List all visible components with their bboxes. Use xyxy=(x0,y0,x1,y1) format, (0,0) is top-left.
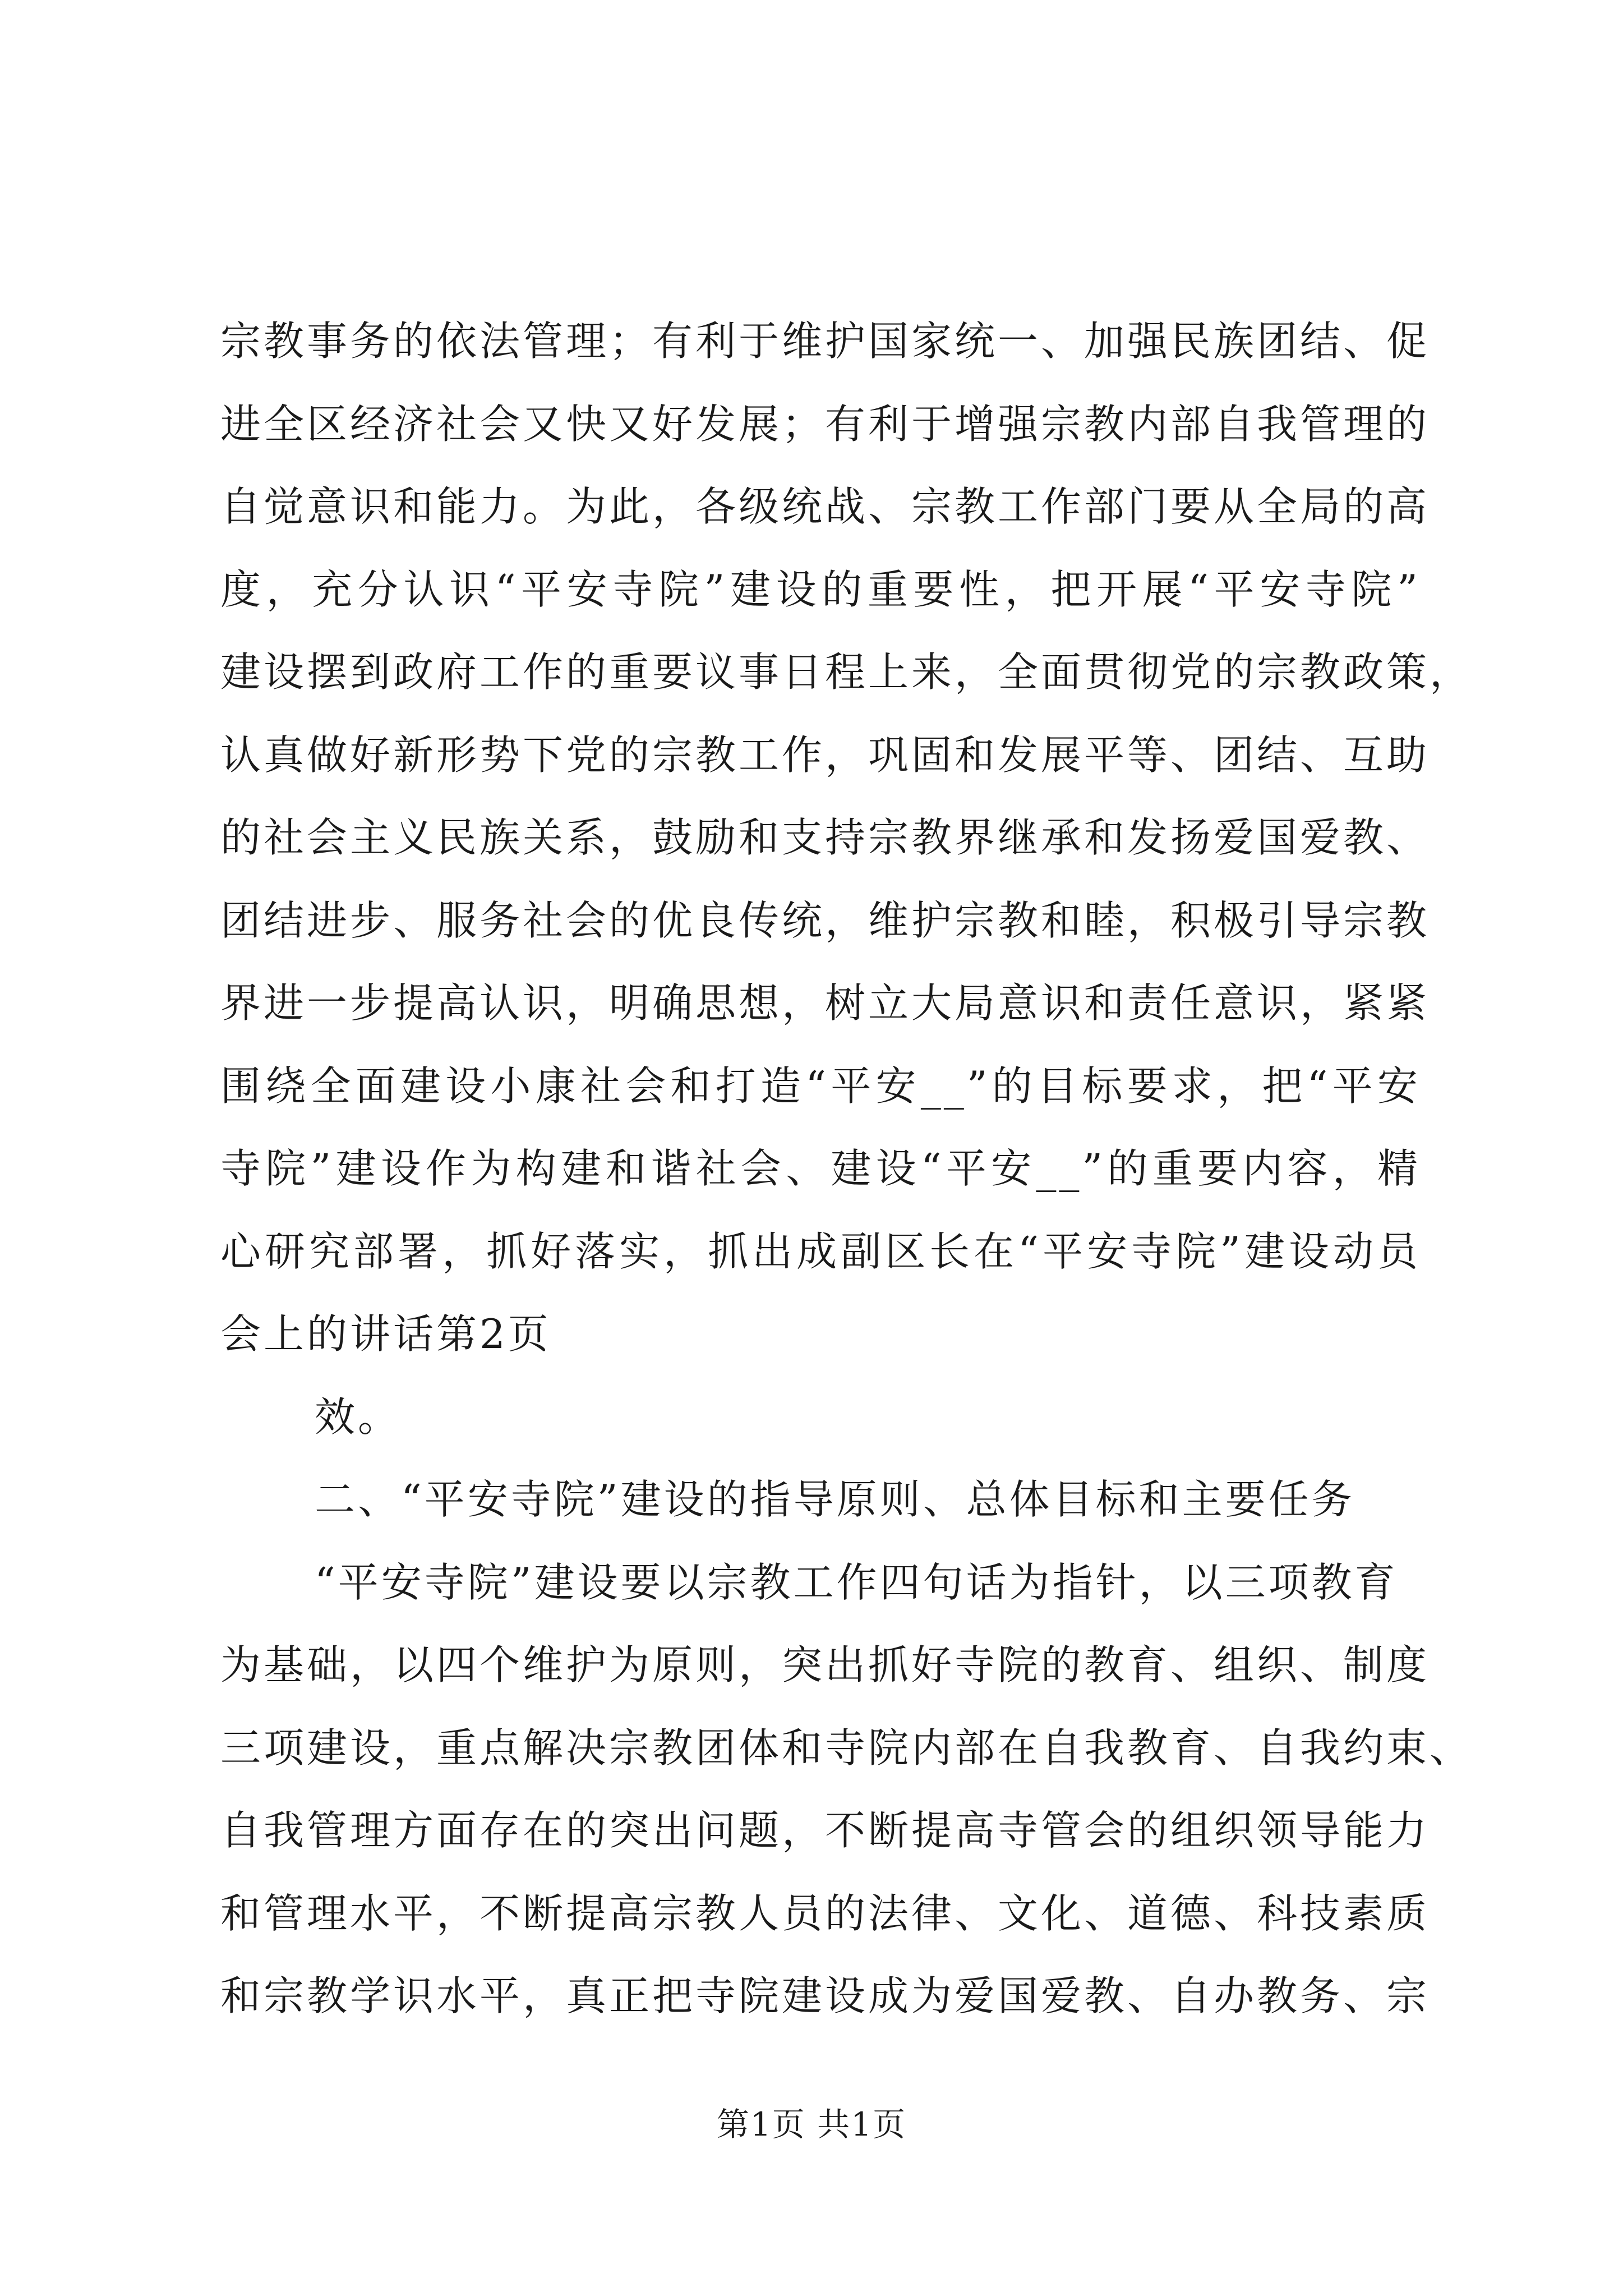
body-line: 界进一步提高认识，明确思想，树立大局意识和责任意识，紧紧 xyxy=(220,979,1430,1027)
body-line: 围绕全面建设小康社会和打造“平安__”的目标要求，把“平安 xyxy=(220,1062,1421,1110)
body-line: 建设摆到政府工作的重要议事日程上来，全面贯彻党的宗教政策， xyxy=(220,648,1473,696)
body-line: 团结进步、服务社会的优良传统，维护宗教和睦，积极引导宗教 xyxy=(220,896,1430,944)
body-line: 心研究部署，抓好落实，抓出成副区长在“平安寺院”建设动员 xyxy=(220,1227,1421,1275)
body-line: 寺院”建设作为构建和谐社会、建设“平安__”的重要内容，精 xyxy=(220,1145,1421,1192)
body-line: 度，充分认识“平安寺院”建设的重要性，把开展“平安寺院” xyxy=(220,565,1421,613)
section-heading: 二、“平安寺院”建设的指导原则、总体目标和主要任务 xyxy=(315,1476,1355,1523)
body-line: 自觉意识和能力。为此，各级统战、宗教工作部门要从全局的高 xyxy=(220,483,1430,530)
body-line: 的社会主义民族关系，鼓励和支持宗教界继承和发扬爱国爱教、 xyxy=(220,814,1430,861)
body-line: 进全区经济社会又快又好发展；有利于增强宗教内部自我管理的 xyxy=(220,400,1430,448)
body-line: 认真做好新形势下党的宗教工作，巩固和发展平等、团结、互助 xyxy=(220,731,1430,779)
document-body xyxy=(220,300,1473,2038)
body-line: 和宗教学识水平，真正把寺院建设成为爱国爱教、自办教务、宗 xyxy=(220,1972,1430,2019)
body-line: 效。 xyxy=(315,1393,402,1441)
body-line: 自我管理方面存在的突出问题，不断提高寺管会的组织领导能力 xyxy=(220,1807,1430,1854)
body-line: 宗教事务的依法管理；有利于维护国家统一、加强民族团结、促 xyxy=(220,318,1430,365)
body-line: 会上的讲话第2页 xyxy=(220,1310,551,1358)
page-footer: 第1页 共1页 xyxy=(716,2105,907,2143)
body-line: 三项建设，重点解决宗教团体和寺院内部在自我教育、自我约束、 xyxy=(220,1724,1473,1772)
body-line: 和管理水平，不断提高宗教人员的法律、文化、道德、科技素质 xyxy=(220,1889,1430,1937)
body-line: 为基础，以四个维护为原则，突出抓好寺院的教育、组织、制度 xyxy=(220,1641,1430,1688)
body-line: “平安寺院”建设要以宗教工作四句话为指针，以三项教育 xyxy=(315,1558,1398,1606)
